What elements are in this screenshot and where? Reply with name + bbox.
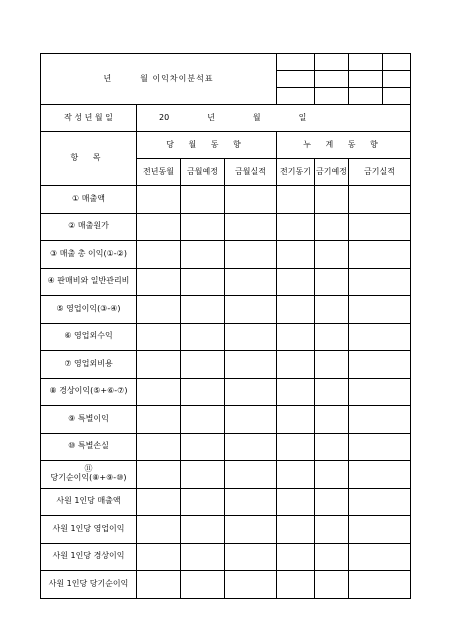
- value-cell[interactable]: [349, 323, 411, 351]
- value-cell[interactable]: [181, 268, 225, 296]
- value-cell[interactable]: [181, 543, 225, 571]
- value-cell[interactable]: [349, 268, 411, 296]
- row-label: ① 매출액: [41, 186, 137, 214]
- row-label: ⑩ 특별손실: [41, 433, 137, 461]
- value-cell[interactable]: [181, 323, 225, 351]
- value-cell[interactable]: [181, 213, 225, 241]
- value-cell[interactable]: [137, 461, 181, 489]
- value-cell[interactable]: [349, 543, 411, 571]
- table-row: [41, 268, 411, 296]
- subheader-month-plan: 금월예정: [181, 159, 225, 186]
- approval-cell[interactable]: [315, 71, 349, 88]
- table-row: [41, 433, 411, 461]
- date-year-prefix: 20: [159, 112, 170, 122]
- value-cell[interactable]: [277, 323, 315, 351]
- value-cell[interactable]: [349, 516, 411, 544]
- row-label: ④ 판매비와 일반관리비: [41, 268, 137, 296]
- value-cell[interactable]: [349, 406, 411, 434]
- value-cell[interactable]: [137, 268, 181, 296]
- value-cell[interactable]: [349, 461, 411, 489]
- value-cell[interactable]: [277, 461, 315, 489]
- value-cell[interactable]: [137, 516, 181, 544]
- value-cell[interactable]: [181, 378, 225, 406]
- value-cell[interactable]: [225, 296, 277, 324]
- value-cell[interactable]: [315, 433, 349, 461]
- table-row: [41, 213, 411, 241]
- value-cell[interactable]: [277, 433, 315, 461]
- value-cell[interactable]: [277, 516, 315, 544]
- value-cell[interactable]: [225, 241, 277, 269]
- value-cell[interactable]: [225, 186, 277, 214]
- date-month-unit: 월: [252, 112, 261, 122]
- approval-cell[interactable]: [349, 88, 383, 105]
- table-row: [41, 186, 411, 214]
- value-cell[interactable]: [225, 433, 277, 461]
- date-label: 작 성 년 월 일: [41, 105, 137, 132]
- table-row: [41, 296, 411, 324]
- value-cell[interactable]: [277, 241, 315, 269]
- approval-cell[interactable]: [349, 71, 383, 88]
- value-cell[interactable]: [277, 406, 315, 434]
- value-cell[interactable]: [181, 296, 225, 324]
- approval-cell[interactable]: [383, 88, 411, 105]
- row-label: 사원 1인당 매출액: [41, 488, 137, 516]
- value-cell[interactable]: [315, 268, 349, 296]
- table-row: [41, 323, 411, 351]
- value-cell[interactable]: [315, 543, 349, 571]
- item-header: 항 목: [41, 132, 137, 186]
- row-label: ⑤ 영업이익(③-④): [41, 296, 137, 324]
- date-field[interactable]: [137, 105, 411, 132]
- net-income-number: ⑪: [84, 464, 93, 474]
- table-row: [41, 406, 411, 434]
- row-label: 사원 1인당 당기순이익: [41, 571, 137, 599]
- value-cell[interactable]: [137, 323, 181, 351]
- value-cell[interactable]: [277, 213, 315, 241]
- value-cell[interactable]: [181, 433, 225, 461]
- value-cell[interactable]: [277, 378, 315, 406]
- value-cell[interactable]: [181, 488, 225, 516]
- row-label-net-income: [41, 461, 137, 489]
- value-cell[interactable]: [137, 571, 181, 599]
- value-cell[interactable]: [181, 461, 225, 489]
- value-cell[interactable]: [349, 296, 411, 324]
- value-cell[interactable]: [277, 186, 315, 214]
- value-cell[interactable]: [137, 433, 181, 461]
- value-cell[interactable]: [315, 571, 349, 599]
- value-cell[interactable]: [315, 296, 349, 324]
- date-year-unit: 년: [207, 112, 215, 122]
- value-cell[interactable]: [349, 241, 411, 269]
- table-row: [41, 543, 411, 571]
- net-income-label: 당기순이익(⑧+⑨-⑩): [50, 473, 127, 483]
- approval-cell[interactable]: [383, 71, 411, 88]
- value-cell[interactable]: [225, 516, 277, 544]
- value-cell[interactable]: [225, 213, 277, 241]
- value-cell[interactable]: [137, 488, 181, 516]
- value-cell[interactable]: [349, 186, 411, 214]
- value-cell[interactable]: [315, 213, 349, 241]
- value-cell[interactable]: [315, 461, 349, 489]
- table-row: [41, 378, 411, 406]
- value-cell[interactable]: [181, 571, 225, 599]
- value-cell[interactable]: [349, 378, 411, 406]
- row-label: 사원 1인당 경상이익: [41, 543, 137, 571]
- value-cell[interactable]: [225, 268, 277, 296]
- value-cell[interactable]: [349, 351, 411, 379]
- approval-cell[interactable]: [315, 88, 349, 105]
- approval-cell[interactable]: [383, 54, 411, 71]
- profit-variance-table: [40, 53, 411, 599]
- value-cell[interactable]: [225, 351, 277, 379]
- approval-cell[interactable]: [277, 88, 315, 105]
- table-row: [41, 488, 411, 516]
- date-day-unit: 일: [298, 112, 307, 122]
- value-cell[interactable]: [225, 323, 277, 351]
- row-label: ⑨ 특별이익: [41, 406, 137, 434]
- current-month-header: 당 월 동 향: [137, 132, 277, 159]
- subheader-prev-year-month: 전년동월: [137, 159, 181, 186]
- value-cell[interactable]: [137, 186, 181, 214]
- subheader-period-plan: 금기예정: [315, 159, 349, 186]
- analysis-form: [40, 53, 410, 588]
- row-label: ③ 매출 총 이익(①-②): [41, 241, 137, 269]
- row-label: 사원 1인당 영업이익: [41, 516, 137, 544]
- value-cell[interactable]: [315, 516, 349, 544]
- value-cell[interactable]: [315, 378, 349, 406]
- value-cell[interactable]: [349, 571, 411, 599]
- value-cell[interactable]: [277, 351, 315, 379]
- value-cell[interactable]: [181, 186, 225, 214]
- title-month-unit: 월: [140, 73, 149, 83]
- value-cell[interactable]: [315, 406, 349, 434]
- value-cell[interactable]: [277, 571, 315, 599]
- cumulative-header: 누 계 동 향: [277, 132, 411, 159]
- value-cell[interactable]: [225, 378, 277, 406]
- form-title: [41, 54, 277, 105]
- value-cell[interactable]: [137, 241, 181, 269]
- table-row: [41, 351, 411, 379]
- subheader-month-actual: 금월실적: [225, 159, 277, 186]
- value-cell[interactable]: [315, 323, 349, 351]
- subheader-prev-period: 전기동기: [277, 159, 315, 186]
- value-cell[interactable]: [315, 241, 349, 269]
- value-cell[interactable]: [349, 488, 411, 516]
- value-cell[interactable]: [137, 213, 181, 241]
- approval-cell[interactable]: [277, 54, 315, 71]
- value-cell[interactable]: [225, 406, 277, 434]
- value-cell[interactable]: [277, 296, 315, 324]
- row-label: ⑧ 경상이익(⑤+⑥-⑦): [41, 378, 137, 406]
- value-cell[interactable]: [137, 406, 181, 434]
- row-label: ⑥ 영업외수익: [41, 323, 137, 351]
- row-label: ② 매출원가: [41, 213, 137, 241]
- value-cell[interactable]: [181, 241, 225, 269]
- value-cell[interactable]: [277, 268, 315, 296]
- value-cell[interactable]: [225, 543, 277, 571]
- table-row: [41, 571, 411, 599]
- value-cell[interactable]: [277, 488, 315, 516]
- title-text: 이익차이분석표: [152, 73, 214, 83]
- title-year-unit: 년: [103, 73, 113, 83]
- value-cell[interactable]: [181, 406, 225, 434]
- subheader-period-actual: 금기실적: [349, 159, 411, 186]
- approval-cell[interactable]: [315, 54, 349, 71]
- value-cell[interactable]: [349, 213, 411, 241]
- value-cell[interactable]: [315, 186, 349, 214]
- value-cell[interactable]: [137, 351, 181, 379]
- table-row: [41, 241, 411, 269]
- table-row: [41, 516, 411, 544]
- value-cell[interactable]: [225, 571, 277, 599]
- value-cell[interactable]: [225, 461, 277, 489]
- row-label: ⑦ 영업외비용: [41, 351, 137, 379]
- value-cell[interactable]: [349, 433, 411, 461]
- value-cell[interactable]: [137, 378, 181, 406]
- value-cell[interactable]: [137, 296, 181, 324]
- approval-cell[interactable]: [277, 71, 315, 88]
- value-cell[interactable]: [315, 488, 349, 516]
- value-cell[interactable]: [181, 516, 225, 544]
- value-cell[interactable]: [181, 351, 225, 379]
- value-cell[interactable]: [225, 488, 277, 516]
- value-cell[interactable]: [137, 543, 181, 571]
- table-row: [41, 461, 411, 489]
- value-cell[interactable]: [315, 351, 349, 379]
- approval-cell[interactable]: [349, 54, 383, 71]
- value-cell[interactable]: [277, 543, 315, 571]
